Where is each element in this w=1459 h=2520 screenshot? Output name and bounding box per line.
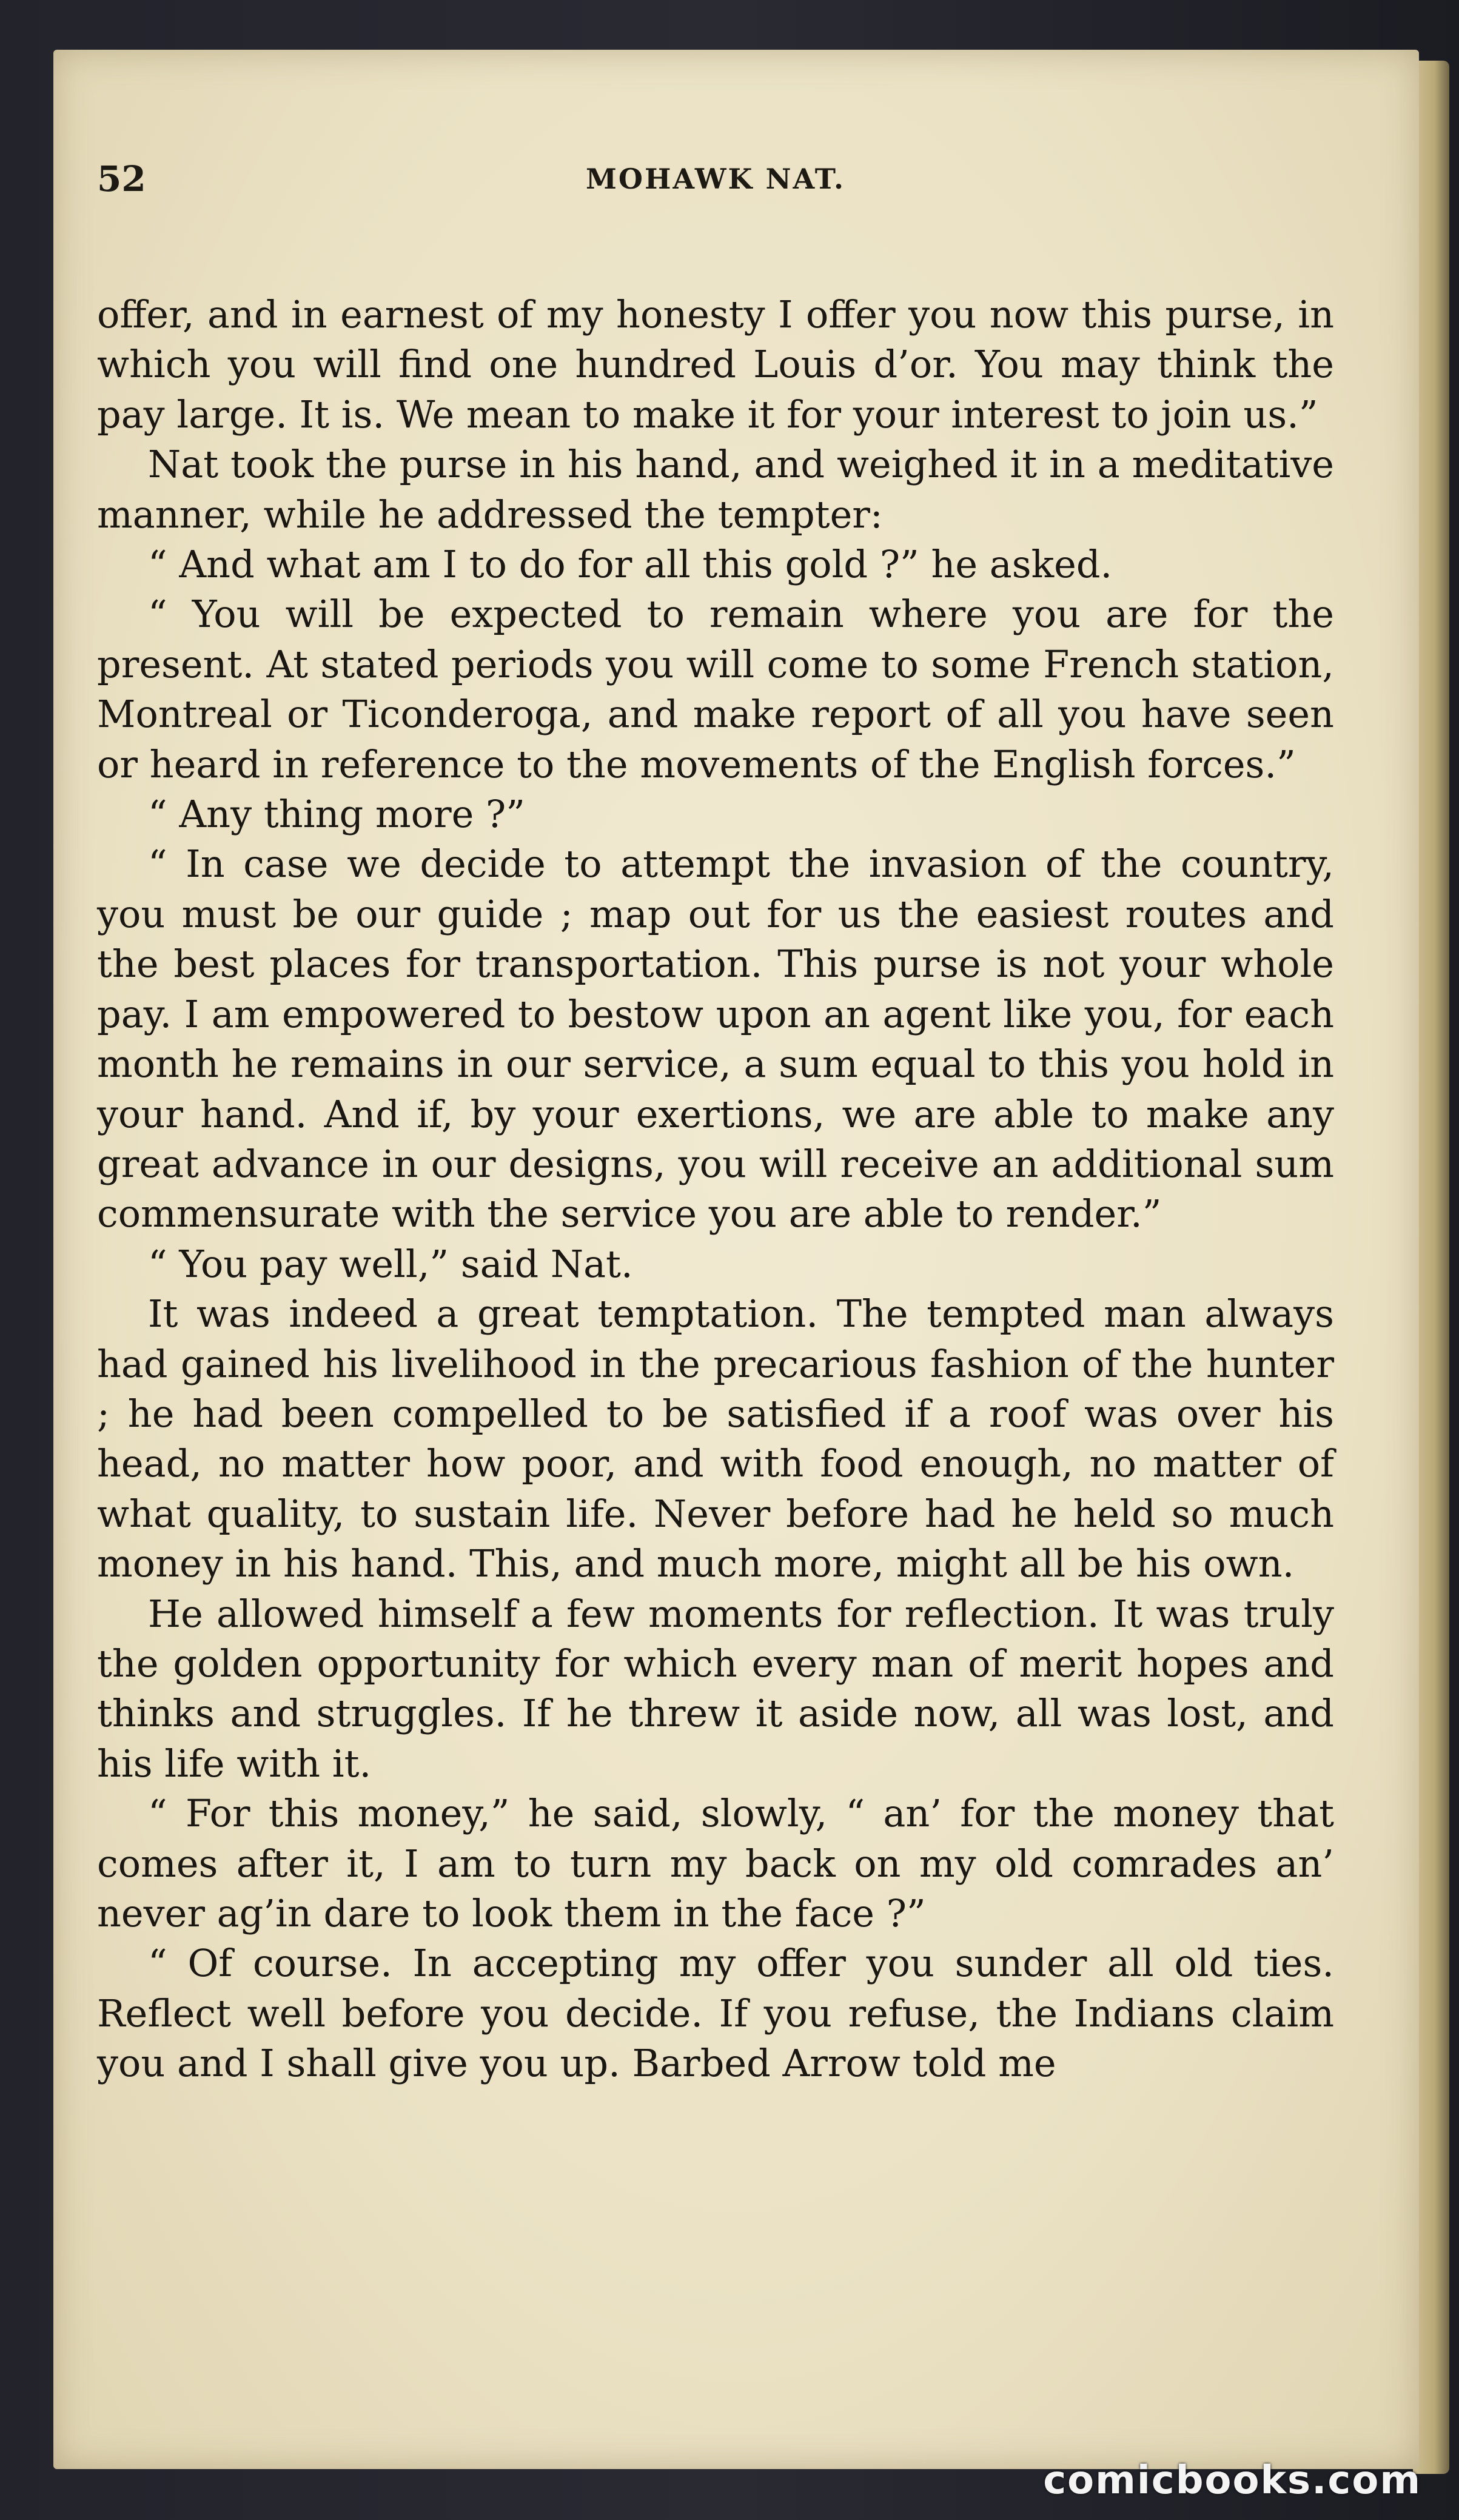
paragraph-7: “ You pay well,” said Nat. [148, 1241, 633, 1286]
paragraph-5: “ Any thing more ?” [148, 792, 525, 837]
paragraph-1: offer, and in earnest of my honesty I offer you now this purse, in which you will find one hundred Louis d’or. You may think the pay large. It is. We mean to make it for your interest to join us.” [97, 292, 1334, 437]
paragraph-9: He allowed himself a few moments for reflection. It was truly the golden opportunity for which every man of merit hopes and thinks and struggles. If he threw it aside now, all was lost, and his life with it. [97, 1591, 1334, 1786]
watermark: comicbooks.com [1043, 2458, 1421, 2503]
paragraph-10: “ For this money,” he said, slowly, “ an’ for the money that comes after it, I am to turn my back on my old comrades an’ never ag’in dare to look them in the face ?” [97, 1791, 1334, 1935]
running-title: MOHAWK NAT. [585, 163, 846, 195]
paragraph-6: “ In case we decide to attempt the invasion of the country, you must be our guide ; map out for us the easiest routes and the best places for transportation. This purse is not your whole pay. I am empowered to bestow upon an agent like you, for each month he remains in our service, a sum equal to this you hold in your hand. And if, by your exertions, we are able to make any great advance in our designs, you will receive an additional sum commensurate with the service you are able to render.” [97, 842, 1334, 1236]
paragraph-8: It was indeed a great temptation. The tempted man always had gained his livelihood in the precarious fashion of the hunter ; he had been compelled to be satisfied if a roof was over his head, no matter how poor, and with food enough, no matter of what quality, to sustain life. Never before had he held so much money in his hand. This, and much more, might all be his own. [97, 1292, 1334, 1586]
page-header [97, 155, 1334, 203]
paragraph-4: “ You will be expected to remain where you are for the present. At stated periods you will come to some French station, Montreal or Ticonderoga, and make report of all you have seen or heard in reference to the movements of the English forces.” [97, 592, 1334, 786]
page-number: 52 [97, 158, 146, 199]
paragraph-11: “ Of course. In accepting my offer you sunder all old ties. Reflect well before you decide. If you refuse, the Indians claim you and I shall give you up. Barbed Arrow told me [97, 1941, 1334, 2086]
body-text [97, 290, 1334, 2089]
paragraph-3: “ And what am I to do for all this gold ?” he asked. [148, 542, 1113, 587]
paragraph-2: Nat took the purse in his hand, and weighed it in a meditative manner, while he addressed the tempter: [97, 442, 1334, 537]
